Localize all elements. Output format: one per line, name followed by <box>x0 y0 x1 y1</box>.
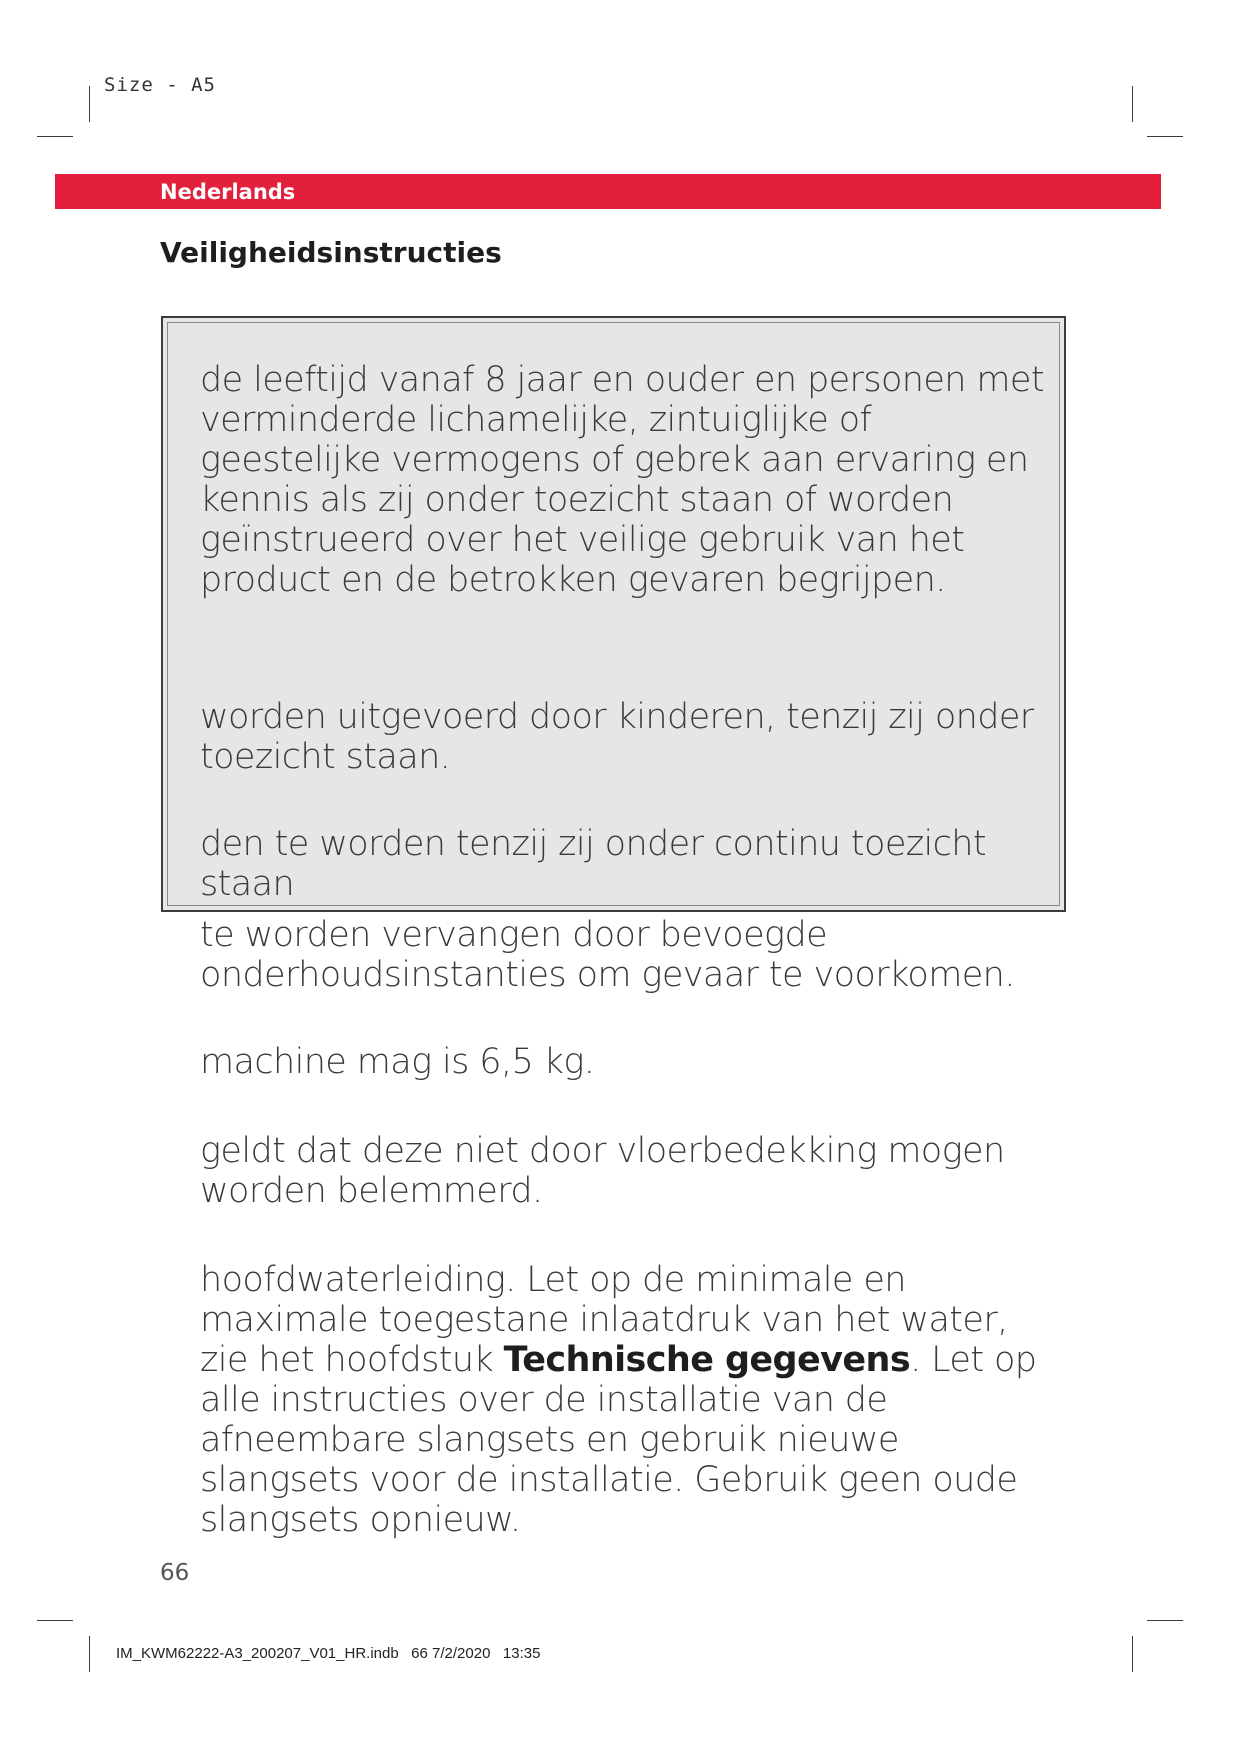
crop-mark-bottom-right-vertical <box>1132 1636 1133 1672</box>
crop-mark-top-right-vertical <box>1132 86 1133 122</box>
crop-mark-bottom-left-vertical <box>89 1636 90 1672</box>
language-bar <box>55 174 1161 209</box>
language-label: Nederlands <box>160 180 296 204</box>
technical-data-reference: Technische gegevens <box>503 1340 911 1380</box>
instruction-paragraph-replacement: te worden vervangen door bevoegde onderhoudsinstanties om gevaar te voorkomen. <box>200 915 1015 995</box>
crop-mark-top-left-vertical <box>89 86 90 122</box>
instruction-paragraph-age: de leeftijd vanaf 8 jaar en ouder en personen met verminderde lichamelijke, zintuiglijke of geestelijke vermogens of gebrek aan ervaring en kennis als zij onder toezicht staan of worden geïnstrueerd over het veilige gebruik van het product en de betrokken gevaren begrijpen. <box>200 360 1044 600</box>
crop-mark-top-left-horizontal <box>37 136 73 137</box>
water-connection-text-end: . Let op alle instructies over de installatie van de afneembare slangsets en gebruik nieuwe slangsets voor de installatie. Gebruik geen oude slangsets opnieuw. <box>200 1340 1037 1540</box>
page-number: 66 <box>160 1560 190 1586</box>
size-label: Size - A5 <box>104 74 216 96</box>
instruction-paragraph-openings: geldt dat deze niet door vloerbedekking mogen worden belemmerd. <box>200 1131 1005 1211</box>
instruction-paragraph-supervision: den te worden tenzij zij onder continu toezicht staan <box>200 824 986 904</box>
crop-mark-bottom-left-horizontal <box>37 1620 73 1621</box>
water-connection-text-start: hoofdwaterleiding. Let op de minimale en maximale toegestane inlaatdruk van het water, zie het hoofdstuk <box>200 1260 1008 1380</box>
page-title: Veiligheidsinstructies <box>160 236 502 269</box>
crop-mark-bottom-right-horizontal <box>1147 1620 1183 1621</box>
instruction-paragraph-capacity: machine mag is 6,5 kg. <box>200 1042 595 1082</box>
instruction-paragraph-water-connection <box>200 1260 1060 1540</box>
instruction-paragraph-children: worden uitgevoerd door kinderen, tenzij zij onder toezicht staan. <box>200 697 1034 777</box>
crop-mark-top-right-horizontal <box>1147 136 1183 137</box>
file-info: IM_KWM62222-A3_200207_V01_HR.indb 66 7/2/2020 13:35 <box>116 1645 541 1662</box>
